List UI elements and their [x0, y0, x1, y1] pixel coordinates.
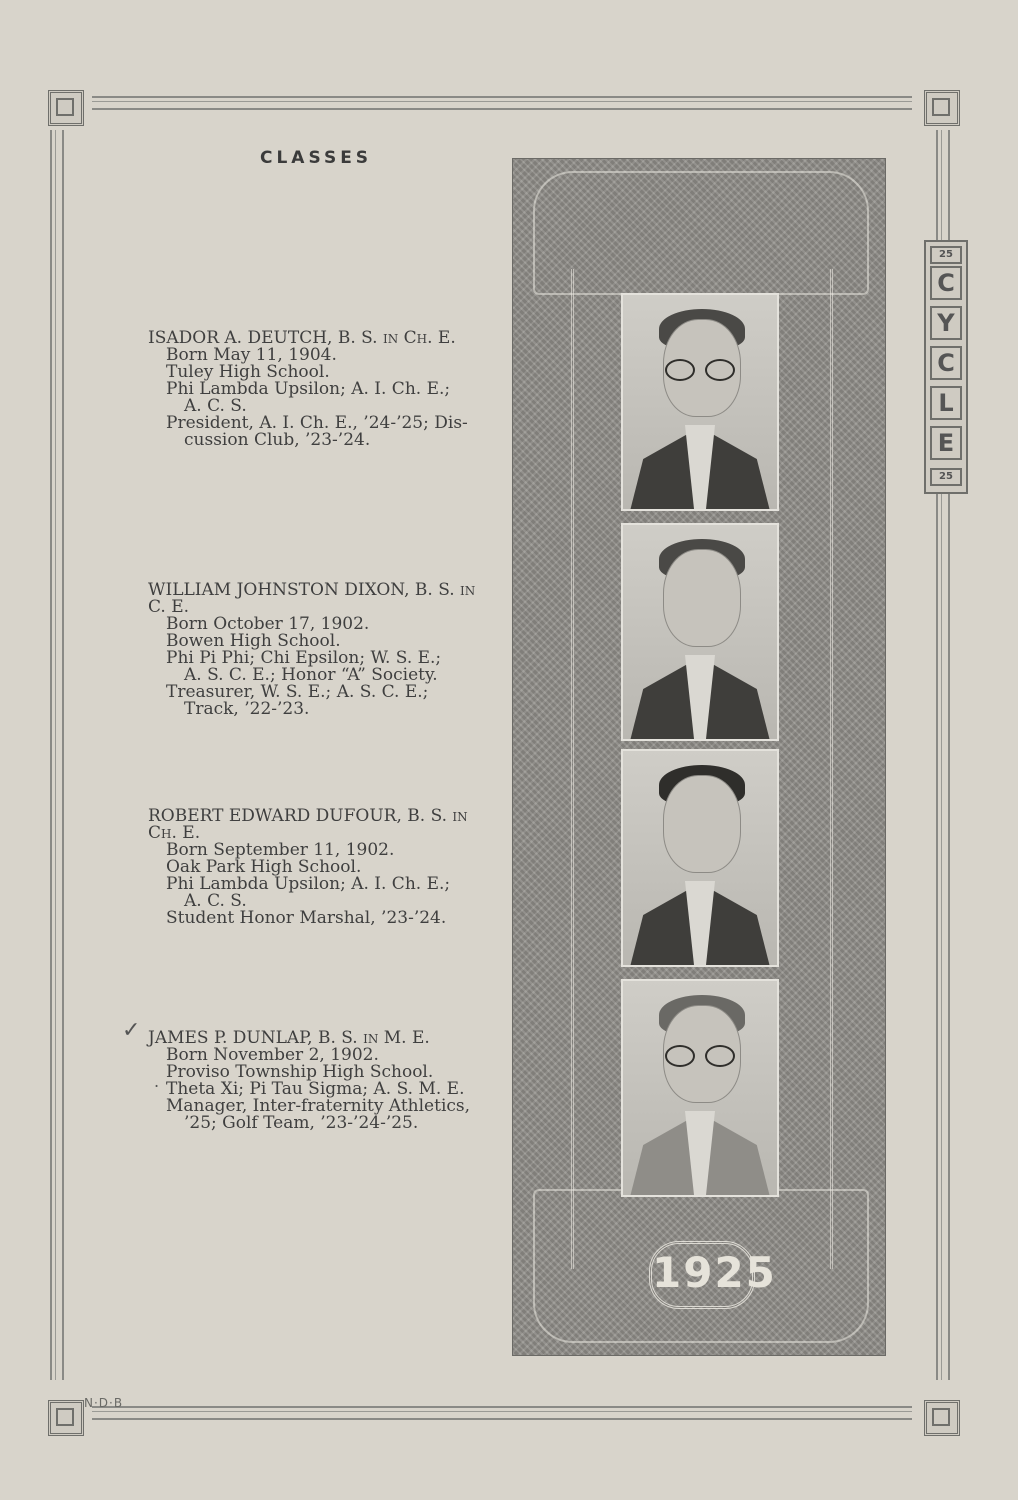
student-entry-deutch [148, 330, 498, 449]
checkmark-icon: ✓ [122, 1018, 141, 1043]
glasses-icon [665, 359, 737, 377]
entry-line: President, A. I. Ch. E., ’24-’25; Dis- [166, 413, 468, 433]
sidetab-top: 25 [930, 246, 962, 264]
cycle-side-tab [924, 240, 968, 494]
portrait-panel [512, 158, 886, 1356]
entry-line: Oak Park High School. [166, 857, 362, 877]
entry-line: Phi Pi Phi; Chi Epsilon; W. S. E.; [166, 648, 442, 668]
sidetab-letter: L [930, 386, 962, 420]
entry-line: Track, ’22-’23. [184, 699, 310, 719]
student-entry-dunlap [148, 1030, 498, 1132]
entry-line: Tuley High School. [166, 362, 330, 382]
entry-line: A. S. C. E.; Honor “A” Society. [184, 665, 438, 685]
corner-ornament-bottom-left [36, 1388, 90, 1442]
artist-signature: N·D·B [84, 1396, 124, 1410]
sidetab-letter: E [930, 426, 962, 460]
portrait-dixon [621, 523, 779, 741]
student-entry-dixon [148, 582, 498, 718]
entry-line: Manager, Inter-fraternity Athletics, [166, 1096, 471, 1116]
corner-ornament-bottom-right [912, 1388, 966, 1442]
entry-line: A. C. S. [184, 891, 247, 911]
entry-line: Theta Xi; Pi Tau Sigma; A. S. M. E. [166, 1079, 465, 1099]
top-border [92, 96, 912, 110]
entry-line: Phi Lambda Upsilon; A. I. Ch. E.; [166, 874, 451, 894]
portrait-dunlap [621, 979, 779, 1197]
entry-line: Born September 11, 1902. [166, 840, 395, 860]
student-name: ROBERT EDWARD DUFOUR, B. S. in Ch. E. [148, 806, 468, 843]
entry-line: Proviso Township High School. [166, 1062, 434, 1082]
entry-line: Treasurer, W. S. E.; A. S. C. E.; [166, 682, 429, 702]
entry-line: Phi Lambda Upsilon; A. I. Ch. E.; [166, 379, 451, 399]
left-border [50, 130, 64, 1380]
entry-line: Born October 17, 1902. [166, 614, 370, 634]
pencil-mark: . [154, 1072, 160, 1091]
sidetab-letter: C [930, 346, 962, 380]
student-name: WILLIAM JOHNSTON DIXON, B. S. in C. E. [148, 580, 476, 617]
portrait-dufour [621, 749, 779, 967]
entry-line: Born November 2, 1902. [166, 1045, 379, 1065]
student-name: ISADOR A. DEUTCH, B. S. in Ch. E. [148, 328, 456, 348]
bottom-border [92, 1406, 912, 1420]
portrait-deutch [621, 293, 779, 511]
entry-line: cussion Club, ’23-’24. [184, 430, 371, 450]
sidetab-bottom: 25 [930, 468, 962, 486]
corner-ornament-top-right [912, 78, 966, 132]
entry-line: ’25; Golf Team, ’23-’24-’25. [184, 1113, 419, 1133]
sidetab-letter: C [930, 266, 962, 300]
entry-line: A. C. S. [184, 396, 247, 416]
page-title: CLASSES [260, 148, 373, 168]
entry-line: Student Honor Marshal, ’23-’24. [166, 908, 447, 928]
corner-ornament-top-left [36, 78, 90, 132]
student-name: JAMES P. DUNLAP, B. S. in M. E. [148, 1028, 430, 1048]
student-entry-dufour [148, 808, 498, 927]
entry-line: Born May 11, 1904. [166, 345, 337, 365]
entry-line: Bowen High School. [166, 631, 341, 651]
sidetab-letter: Y [930, 306, 962, 340]
year-emblem: 1925 [649, 1241, 755, 1309]
glasses-icon [665, 1045, 737, 1063]
